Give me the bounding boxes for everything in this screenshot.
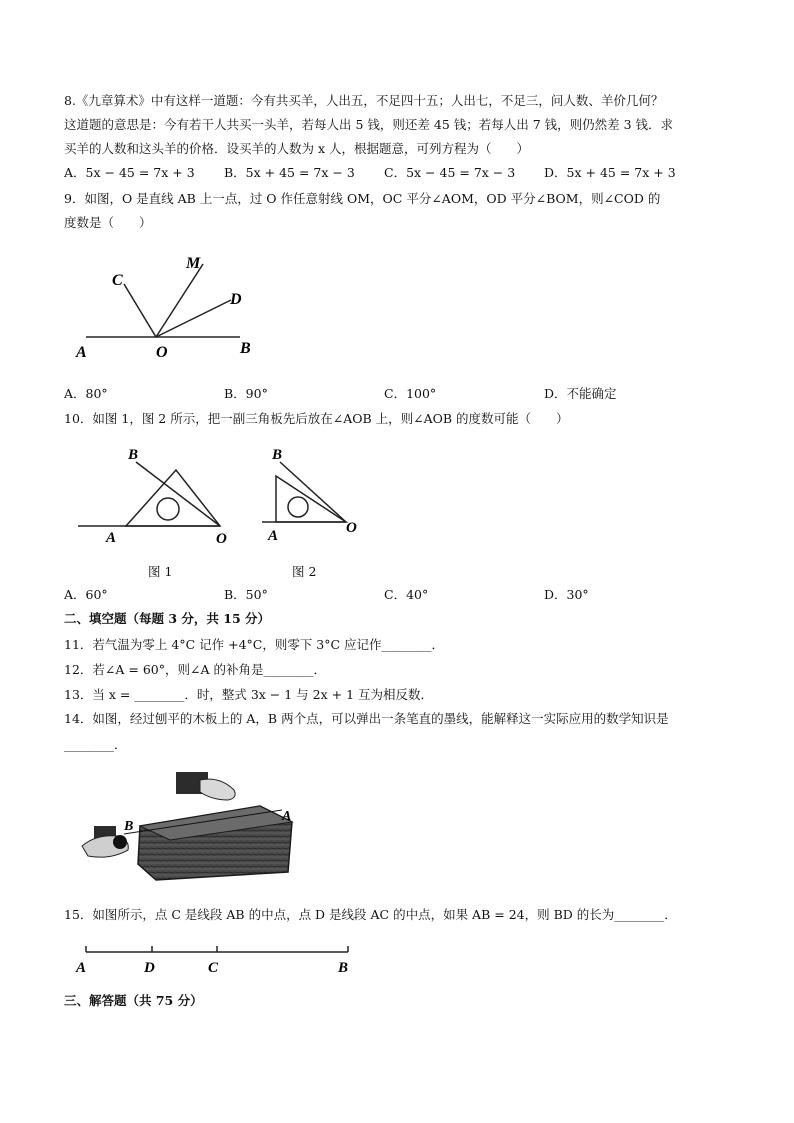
q9-option-b: B．90° xyxy=(224,386,268,401)
fig1-label-a: A xyxy=(106,530,117,546)
section-3-heading: 三、解答题（共 75 分） xyxy=(64,993,203,1008)
q10-line1: 10．如图 1，图 2 所示，把一副三角板先后放在∠AOB 上，则∠AOB 的度数可能（ ） xyxy=(64,411,569,426)
q15-label-c: C xyxy=(208,960,219,976)
q15-figure xyxy=(72,938,362,978)
q9-label-o: O xyxy=(156,344,168,361)
fig2-board-hole xyxy=(288,497,308,517)
q8-line2: 这道题的意思是：今有若干人共买一头羊，若每人出 5 钱，则还差 45 钱；若每人出 7 钱，则仍然差 3 钱．求 xyxy=(64,117,674,132)
q11: 11．若气温为零上 4°C 记作 +4°C，则零下 3°C 应记作________． xyxy=(64,637,445,652)
q14-line2: ________． xyxy=(64,737,127,752)
q9-line2: 度数是（ ） xyxy=(64,215,152,230)
q10-caption-2: 图 2 xyxy=(292,564,317,579)
q8-line1: 8.《九章算术》中有这样一道题：今有共买羊，人出五，不足四十五；人出七，不足三，问人数、羊价几何？ xyxy=(64,93,664,108)
ink-spool xyxy=(113,835,127,849)
q8-option-d: D．5x + 45 = 7x + 3 xyxy=(544,165,676,180)
fig1-label-b: B xyxy=(128,447,139,463)
q15-line1: 15．如图所示，点 C 是线段 AB 的中点，点 D 是线段 AC 的中点，如果 AB = 24，则 BD 的长为________． xyxy=(64,907,677,922)
q8-option-c: C．5x − 45 = 7x − 3 xyxy=(384,165,516,180)
q15-label-d: D xyxy=(144,960,155,976)
fig1-triangle-board xyxy=(126,470,220,526)
q10-figure-1 xyxy=(76,440,236,550)
q9-option-a: A．80° xyxy=(64,386,108,401)
q9-ray-oc xyxy=(124,284,156,337)
fig2-triangle-board xyxy=(276,476,346,522)
q14-photo xyxy=(78,768,300,884)
photo-label-a: A xyxy=(282,809,292,824)
q9-label-b: B xyxy=(240,340,251,357)
q9-option-c: C．100° xyxy=(384,386,437,401)
q8-option-a: A．5x − 45 = 7x + 3 xyxy=(64,165,195,180)
fig1-label-o: O xyxy=(216,531,227,547)
q8-option-b: B．5x + 45 = 7x − 3 xyxy=(224,165,355,180)
q15-label-a: A xyxy=(76,960,87,976)
q10-option-c: C．40° xyxy=(384,587,429,602)
q10-option-d: D．30° xyxy=(544,587,589,602)
q10-caption-1: 图 1 xyxy=(148,564,173,579)
q8-line3: 买羊的人数和这头羊的价格．设买羊的人数为 x 人，根据题意，可列方程为（ ） xyxy=(64,141,529,156)
q9-figure xyxy=(70,248,280,363)
q9-line1: 9．如图，O 是直线 AB 上一点，过 O 作任意射线 OM，OC 平分∠AOM，OD 平分∠BOM，则∠COD 的 xyxy=(64,191,661,206)
q10-option-a: A．60° xyxy=(64,587,108,602)
q10-figure-2 xyxy=(258,440,368,550)
q9-label-a: A xyxy=(76,344,87,361)
fig2-label-a: A xyxy=(268,528,279,544)
q12: 12．若∠A = 60°，则∠A 的补角是________． xyxy=(64,662,326,677)
fig2-label-b: B xyxy=(272,447,283,463)
q9-label-m: M xyxy=(186,255,201,272)
q9-label-c: C xyxy=(112,272,123,289)
q15-label-b: B xyxy=(338,960,349,976)
photo-label-b: B xyxy=(124,819,134,834)
section-2-heading: 二、填空题（每题 3 分，共 15 分） xyxy=(64,611,271,626)
q9-label-d: D xyxy=(230,291,242,308)
upper-hand xyxy=(200,779,235,800)
q9-option-d: D．不能确定 xyxy=(544,386,617,401)
fig1-board-hole xyxy=(157,498,179,520)
q13: 13．当 x = ________．时，整式 3x − 1 与 2x + 1 互为相反数． xyxy=(64,687,433,702)
fig2-label-o: O xyxy=(346,520,357,536)
q14-line1: 14．如图，经过刨平的木板上的 A，B 两个点，可以弹出一条笔直的墨线，能解释这一实际应用的数学知识是 xyxy=(64,711,669,726)
q10-option-b: B．50° xyxy=(224,587,268,602)
